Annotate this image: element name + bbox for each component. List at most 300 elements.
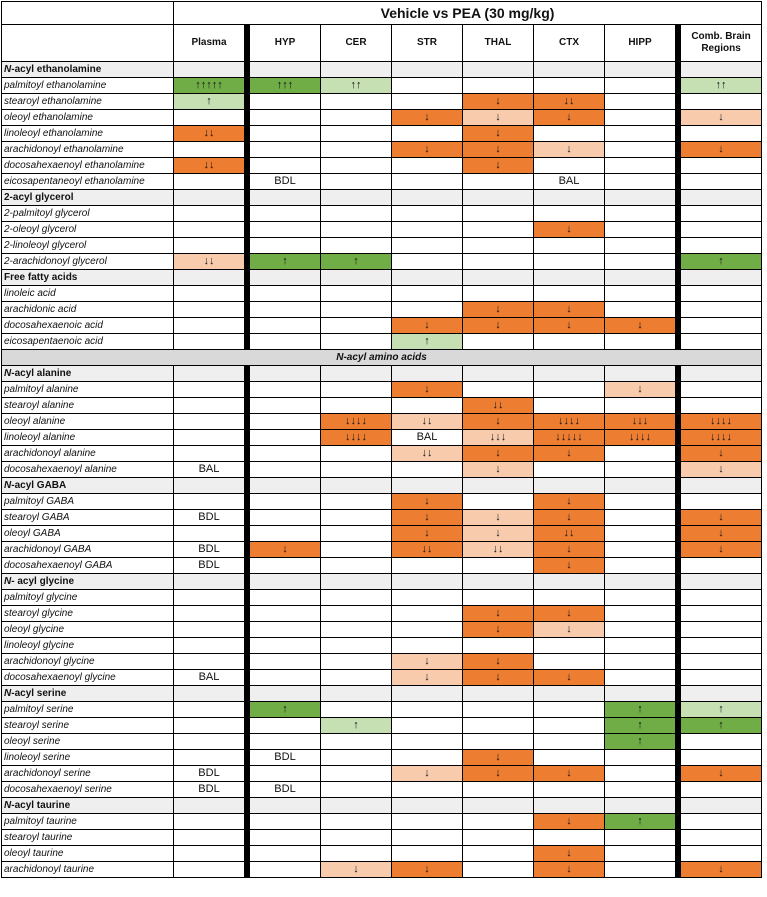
compound-name: docosahexaenoyl serine [2, 782, 174, 798]
section-fill [463, 478, 534, 494]
cell-hipp [605, 78, 676, 94]
cell-ctx [534, 510, 605, 526]
cell-hipp [605, 238, 676, 254]
section-fill [681, 366, 762, 382]
cell-hyp [250, 222, 321, 238]
cell-value: ↓ [495, 127, 501, 139]
cell-str [392, 702, 463, 718]
cell-value: ↓↓↓↓ [629, 431, 651, 443]
cell-value: ↓ [424, 319, 430, 331]
cell-hipp [605, 302, 676, 318]
cell-hipp [605, 462, 676, 478]
cell-ctx [534, 110, 605, 126]
cell-value: ↓ [495, 447, 501, 459]
cell-value: ↓ [495, 527, 501, 539]
section-fill [250, 366, 321, 382]
cell-plasma [174, 318, 245, 334]
cell-plasma [174, 558, 245, 574]
cell-thal [463, 526, 534, 542]
section-suffix: -acyl taurine [11, 799, 71, 811]
cell-combined [681, 430, 762, 446]
section-fill [174, 798, 245, 814]
section-fill [174, 270, 245, 286]
cell-combined [681, 206, 762, 222]
cell-str [392, 158, 463, 174]
cell-combined [681, 158, 762, 174]
cell-value: BDL [198, 767, 220, 779]
cell-combined [681, 510, 762, 526]
table-row [2, 622, 762, 638]
cell-value: ↓ [566, 495, 572, 507]
cell-hyp [250, 590, 321, 606]
cell-plasma [174, 334, 245, 350]
section-label [2, 478, 174, 494]
cell-value: BAL [558, 175, 580, 187]
cell-thal [463, 238, 534, 254]
cell-cer [321, 142, 392, 158]
section-prefix: N [4, 575, 12, 587]
cell-value: ↑↑ [350, 79, 362, 91]
cell-ctx [534, 94, 605, 110]
cell-str [392, 526, 463, 542]
section-label [2, 798, 174, 814]
cell-plasma [174, 654, 245, 670]
cell-value: ↓ [424, 383, 430, 395]
cell-hipp [605, 382, 676, 398]
cell-thal [463, 638, 534, 654]
cell-hipp [605, 558, 676, 574]
section-prefix: N [4, 63, 12, 75]
cell-value: ↓ [718, 767, 724, 779]
section-header-row [2, 686, 762, 702]
cell-cer [321, 606, 392, 622]
cell-value: ↑ [424, 335, 430, 347]
cell-cer [321, 446, 392, 462]
cell-ctx [534, 558, 605, 574]
cell-value: ↓↓ [421, 415, 433, 427]
section-fill [463, 270, 534, 286]
section-header-row [2, 798, 762, 814]
cell-value: ↓ [718, 143, 724, 155]
table-row [2, 734, 762, 750]
compound-name: oleoyl alanine [2, 414, 174, 430]
table-row [2, 702, 762, 718]
cell-cer [321, 638, 392, 654]
cell-hipp [605, 174, 676, 190]
table-row [2, 830, 762, 846]
cell-hyp [250, 622, 321, 638]
cell-thal [463, 750, 534, 766]
cell-cer [321, 670, 392, 686]
cell-plasma [174, 430, 245, 446]
cell-value: ↓ [566, 303, 572, 315]
table-row [2, 238, 762, 254]
table-row [2, 718, 762, 734]
cell-value: BDL [274, 175, 296, 187]
cell-value: BAL [198, 463, 220, 475]
cell-value: ↓ [566, 767, 572, 779]
cell-plasma [174, 78, 245, 94]
cell-str [392, 862, 463, 878]
section-fill [392, 798, 463, 814]
cell-cer [321, 158, 392, 174]
cell-cer [321, 286, 392, 302]
cell-value: ↓ [495, 111, 501, 123]
cell-plasma [174, 510, 245, 526]
cell-str [392, 718, 463, 734]
header-columns-row [2, 25, 762, 62]
cell-hyp [250, 206, 321, 222]
cell-str [392, 254, 463, 270]
cell-hyp [250, 494, 321, 510]
cell-value: ↑ [637, 719, 643, 731]
section-fill [321, 686, 392, 702]
cell-hipp [605, 126, 676, 142]
cell-value: ↓↓ [492, 543, 504, 555]
cell-hipp [605, 494, 676, 510]
cell-cer [321, 414, 392, 430]
cell-str [392, 142, 463, 158]
cell-plasma [174, 638, 245, 654]
table-row [2, 446, 762, 462]
cell-hyp [250, 302, 321, 318]
cell-ctx [534, 334, 605, 350]
cell-hipp [605, 430, 676, 446]
cell-value: ↓ [424, 671, 430, 683]
section-fill [605, 190, 676, 206]
table-row [2, 414, 762, 430]
table-row [2, 158, 762, 174]
cell-combined [681, 702, 762, 718]
table-row [2, 814, 762, 830]
cell-str [392, 590, 463, 606]
cell-ctx [534, 414, 605, 430]
cell-hipp [605, 606, 676, 622]
cell-cer [321, 734, 392, 750]
cell-value: ↓ [495, 463, 501, 475]
cell-plasma [174, 830, 245, 846]
table-row [2, 542, 762, 558]
cell-combined [681, 590, 762, 606]
cell-value: ↓ [495, 767, 501, 779]
cell-value: ↓ [424, 527, 430, 539]
column-header-str: STR [392, 25, 463, 62]
cell-str [392, 110, 463, 126]
cell-ctx [534, 318, 605, 334]
compound-name: arachidonoyl taurine [2, 862, 174, 878]
cell-hipp [605, 142, 676, 158]
cell-str [392, 542, 463, 558]
cell-value: BDL [198, 559, 220, 571]
compound-name: linoleoyl ethanolamine [2, 126, 174, 142]
table-row [2, 302, 762, 318]
cell-plasma [174, 782, 245, 798]
cell-hyp [250, 606, 321, 622]
section-fill [321, 478, 392, 494]
cell-ctx [534, 542, 605, 558]
cell-ctx [534, 638, 605, 654]
section-fill [321, 62, 392, 78]
section-fill [392, 686, 463, 702]
cell-hyp [250, 94, 321, 110]
section-suffix: - acyl glycine [11, 575, 75, 587]
cell-value: ↓ [566, 543, 572, 555]
cell-str [392, 318, 463, 334]
section-fill [321, 270, 392, 286]
column-header-plasma: Plasma [174, 25, 245, 62]
cell-ctx [534, 206, 605, 222]
cell-thal [463, 318, 534, 334]
cell-value: ↓ [495, 159, 501, 171]
section-fill [392, 270, 463, 286]
compound-name: arachidonoyl GABA [2, 542, 174, 558]
cell-value: BDL [198, 511, 220, 523]
cell-thal [463, 334, 534, 350]
section-fill [605, 270, 676, 286]
table-row [2, 782, 762, 798]
table-row [2, 494, 762, 510]
section-header-row [2, 478, 762, 494]
cell-value: ↓↓ [203, 159, 215, 171]
cell-plasma [174, 446, 245, 462]
cell-combined [681, 830, 762, 846]
cell-combined [681, 718, 762, 734]
cell-hipp [605, 814, 676, 830]
cell-hyp [250, 286, 321, 302]
compound-name: linoleoyl alanine [2, 430, 174, 446]
section-fill [534, 62, 605, 78]
compound-name: linoleoyl serine [2, 750, 174, 766]
cell-thal [463, 286, 534, 302]
cell-plasma [174, 526, 245, 542]
cell-ctx [534, 126, 605, 142]
cell-cer [321, 206, 392, 222]
cell-combined [681, 286, 762, 302]
section-fill [321, 798, 392, 814]
cell-plasma [174, 382, 245, 398]
section-fill [392, 62, 463, 78]
cell-value: ↓↓↓↓ [558, 415, 580, 427]
table-row [2, 254, 762, 270]
cell-str [392, 622, 463, 638]
cell-cer [321, 78, 392, 94]
compound-name: palmitoyl glycine [2, 590, 174, 606]
section-label [2, 270, 174, 286]
cell-value: ↑ [637, 815, 643, 827]
cell-str [392, 814, 463, 830]
cell-value: ↑↑↑ [276, 79, 294, 91]
cell-ctx [534, 702, 605, 718]
cell-hipp [605, 526, 676, 542]
section-fill [534, 366, 605, 382]
section-fill [534, 574, 605, 590]
cell-hyp [250, 526, 321, 542]
cell-hipp [605, 542, 676, 558]
table-row [2, 174, 762, 190]
cell-combined [681, 766, 762, 782]
cell-thal [463, 414, 534, 430]
table-row [2, 670, 762, 686]
cell-combined [681, 78, 762, 94]
cell-hyp [250, 110, 321, 126]
cell-ctx [534, 846, 605, 862]
cell-str [392, 766, 463, 782]
cell-ctx [534, 814, 605, 830]
table-row [2, 462, 762, 478]
section-suffix: Free fatty acids [4, 271, 78, 283]
cell-value: ↓ [718, 511, 724, 523]
cell-combined [681, 494, 762, 510]
cell-value: ↓ [424, 863, 430, 875]
cell-combined [681, 734, 762, 750]
cell-thal [463, 174, 534, 190]
cell-plasma [174, 462, 245, 478]
cell-ctx [534, 750, 605, 766]
cell-plasma [174, 142, 245, 158]
cell-combined [681, 142, 762, 158]
cell-hyp [250, 462, 321, 478]
table-row [2, 766, 762, 782]
table-row [2, 334, 762, 350]
compound-name: palmitoyl taurine [2, 814, 174, 830]
compound-name: stearoyl ethanolamine [2, 94, 174, 110]
section-fill [463, 574, 534, 590]
cell-hyp [250, 142, 321, 158]
cell-ctx [534, 398, 605, 414]
cell-plasma [174, 622, 245, 638]
compound-name: oleoyl taurine [2, 846, 174, 862]
cell-str [392, 222, 463, 238]
cell-value: ↓ [495, 143, 501, 155]
section-fill [534, 478, 605, 494]
cell-plasma [174, 670, 245, 686]
cell-value: ↓ [424, 511, 430, 523]
compound-name: 2-arachidonoyl glycerol [2, 254, 174, 270]
compound-name: arachidonoyl ethanolamine [2, 142, 174, 158]
section-header-row [2, 366, 762, 382]
cell-cer [321, 702, 392, 718]
table-row [2, 510, 762, 526]
cell-str [392, 302, 463, 318]
cell-str [392, 430, 463, 446]
table-row [2, 846, 762, 862]
cell-cer [321, 622, 392, 638]
compound-name: linoleoyl glycine [2, 638, 174, 654]
cell-plasma [174, 750, 245, 766]
cell-value: ↓ [495, 607, 501, 619]
cell-ctx [534, 142, 605, 158]
cell-hyp [250, 158, 321, 174]
cell-str [392, 558, 463, 574]
section-suffix: 2-acyl glycerol [4, 191, 74, 203]
table-title: Vehicle vs PEA (30 mg/kg) [174, 2, 762, 25]
cell-cer [321, 718, 392, 734]
cell-str [392, 78, 463, 94]
cell-hyp [250, 510, 321, 526]
cell-hyp [250, 318, 321, 334]
cell-value: ↓ [424, 111, 430, 123]
cell-str [392, 414, 463, 430]
compound-name: palmitoyl serine [2, 702, 174, 718]
section-fill [321, 366, 392, 382]
compound-name: arachidonoyl alanine [2, 446, 174, 462]
column-header-cer: CER [321, 25, 392, 62]
cell-hipp [605, 254, 676, 270]
compound-name: docosahexaenoyl GABA [2, 558, 174, 574]
section-fill [321, 574, 392, 590]
cell-ctx [534, 494, 605, 510]
cell-hipp [605, 654, 676, 670]
section-prefix: N [4, 687, 12, 699]
major-group-row [2, 350, 762, 366]
cell-value: BDL [198, 783, 220, 795]
results-table [1, 1, 762, 878]
cell-value: ↑↑↑↑↑ [195, 79, 223, 91]
cell-plasma [174, 862, 245, 878]
table-row [2, 430, 762, 446]
compound-name: stearoyl glycine [2, 606, 174, 622]
cell-combined [681, 670, 762, 686]
section-header-row [2, 190, 762, 206]
cell-thal [463, 142, 534, 158]
cell-ctx [534, 622, 605, 638]
cell-hyp [250, 382, 321, 398]
cell-value: ↓↓↓↓ [710, 431, 733, 443]
cell-ctx [534, 302, 605, 318]
cell-thal [463, 622, 534, 638]
cell-value: ↓ [495, 751, 501, 763]
section-fill [463, 62, 534, 78]
cell-thal [463, 542, 534, 558]
section-fill [392, 366, 463, 382]
cell-ctx [534, 158, 605, 174]
cell-thal [463, 510, 534, 526]
section-suffix: -acyl GABA [11, 479, 67, 491]
cell-str [392, 206, 463, 222]
cell-value: ↓ [424, 495, 430, 507]
cell-hyp [250, 398, 321, 414]
cell-cer [321, 398, 392, 414]
cell-combined [681, 622, 762, 638]
cell-ctx [534, 174, 605, 190]
cell-plasma [174, 398, 245, 414]
section-label [2, 686, 174, 702]
cell-combined [681, 302, 762, 318]
cell-plasma [174, 222, 245, 238]
compound-name: stearoyl taurine [2, 830, 174, 846]
cell-plasma [174, 494, 245, 510]
cell-value: ↓ [566, 671, 572, 683]
section-header-row [2, 270, 762, 286]
cell-hyp [250, 702, 321, 718]
cell-value: ↓ [495, 415, 501, 427]
cell-ctx [534, 654, 605, 670]
cell-hyp [250, 414, 321, 430]
cell-hyp [250, 830, 321, 846]
cell-plasma [174, 238, 245, 254]
cell-thal [463, 830, 534, 846]
cell-plasma [174, 542, 245, 558]
cell-thal [463, 110, 534, 126]
table-row [2, 206, 762, 222]
cell-str [392, 606, 463, 622]
cell-thal [463, 558, 534, 574]
cell-plasma [174, 174, 245, 190]
cell-combined [681, 126, 762, 142]
cell-str [392, 238, 463, 254]
cell-cer [321, 302, 392, 318]
cell-value: ↓ [566, 815, 572, 827]
